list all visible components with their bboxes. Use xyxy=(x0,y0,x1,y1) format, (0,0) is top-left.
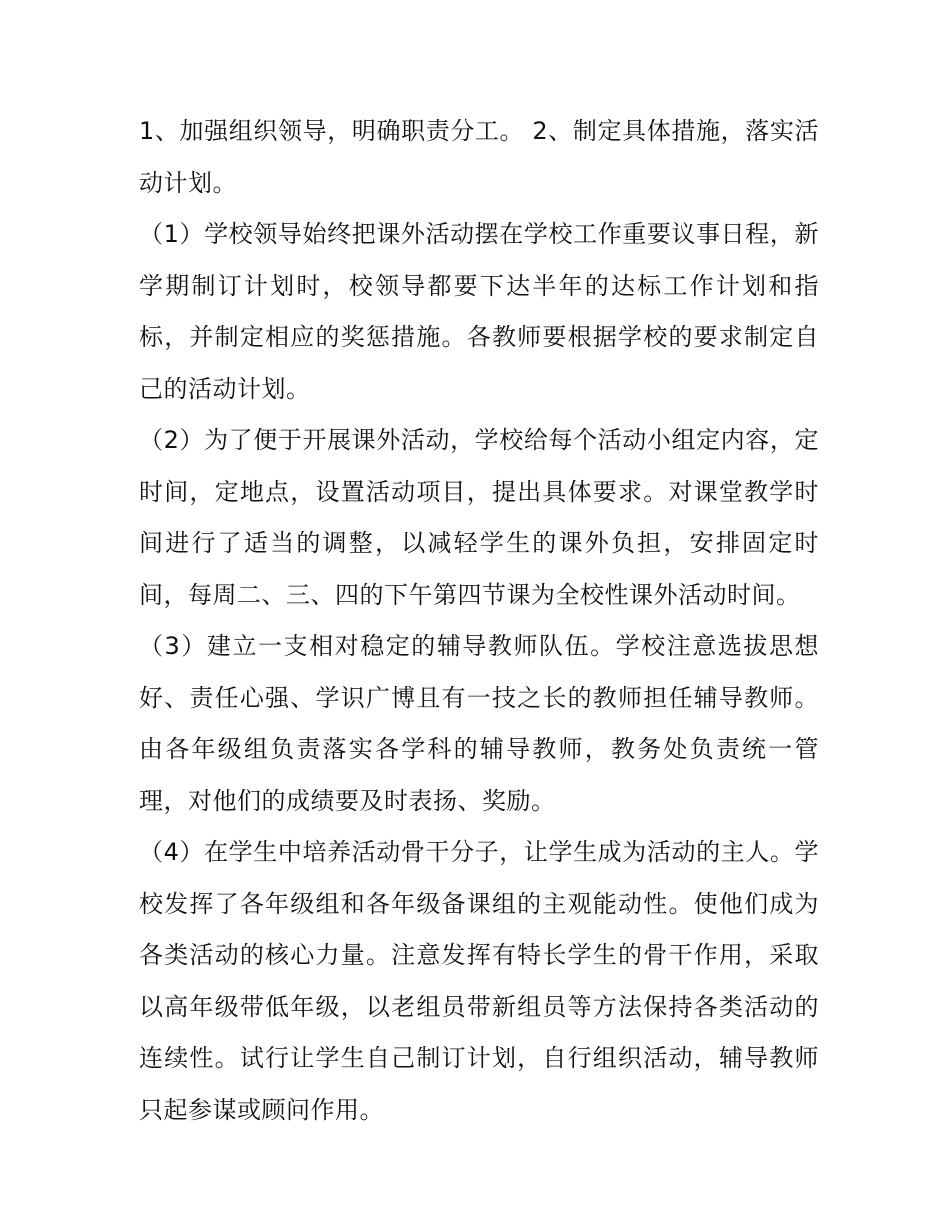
document-body xyxy=(139,106,819,1136)
paragraph-item-1: （1）学校领导始终把课外活动摆在学校工作重要议事日程，新学期制订计划时，校领导都要下达半年的达标工作计划和指标，并制定相应的奖惩措施。各教师要根据学校的要求制定自己的活动计划。 xyxy=(139,220,819,403)
paragraph-item-4: （4）在学生中培养活动骨干分子，让学生成为活动的主人。学校发挥了各年级组和各年级备课组的主观能动性。使他们成为各类活动的核心力量。注意发挥有特长学生的骨干作用，采取以高年级带低年级，以老组员带新组员等方法保持各类活动的连续性。试行让学生自己制订计划，自行组织活动，辅导教师只起参谋或顾问作用。 xyxy=(139,838,819,1124)
paragraph-item-3: （3）建立一支相对稳定的辅导教师队伍。学校注意选拔思想好、责任心强、学识广博且有一技之长的教师担任辅导教师。由各年级组负责落实各学科的辅导教师，教务处负责统一管理，对他们的成绩要及时表扬、奖励。 xyxy=(139,632,819,815)
paragraph-measures-intro: 1、加强组织领导，明确职责分工。 2、制定具体措施，落实活动计划。 xyxy=(139,117,819,197)
paragraph-item-2: （2）为了便于开展课外活动，学校给每个活动小组定内容，定时间，定地点，设置活动项目，提出具体要求。对课堂教学时间进行了适当的调整，以减轻学生的课外负担，安排固定时间，每周二、三、四的下午第四节课为全校性课外活动时间。 xyxy=(139,426,819,609)
